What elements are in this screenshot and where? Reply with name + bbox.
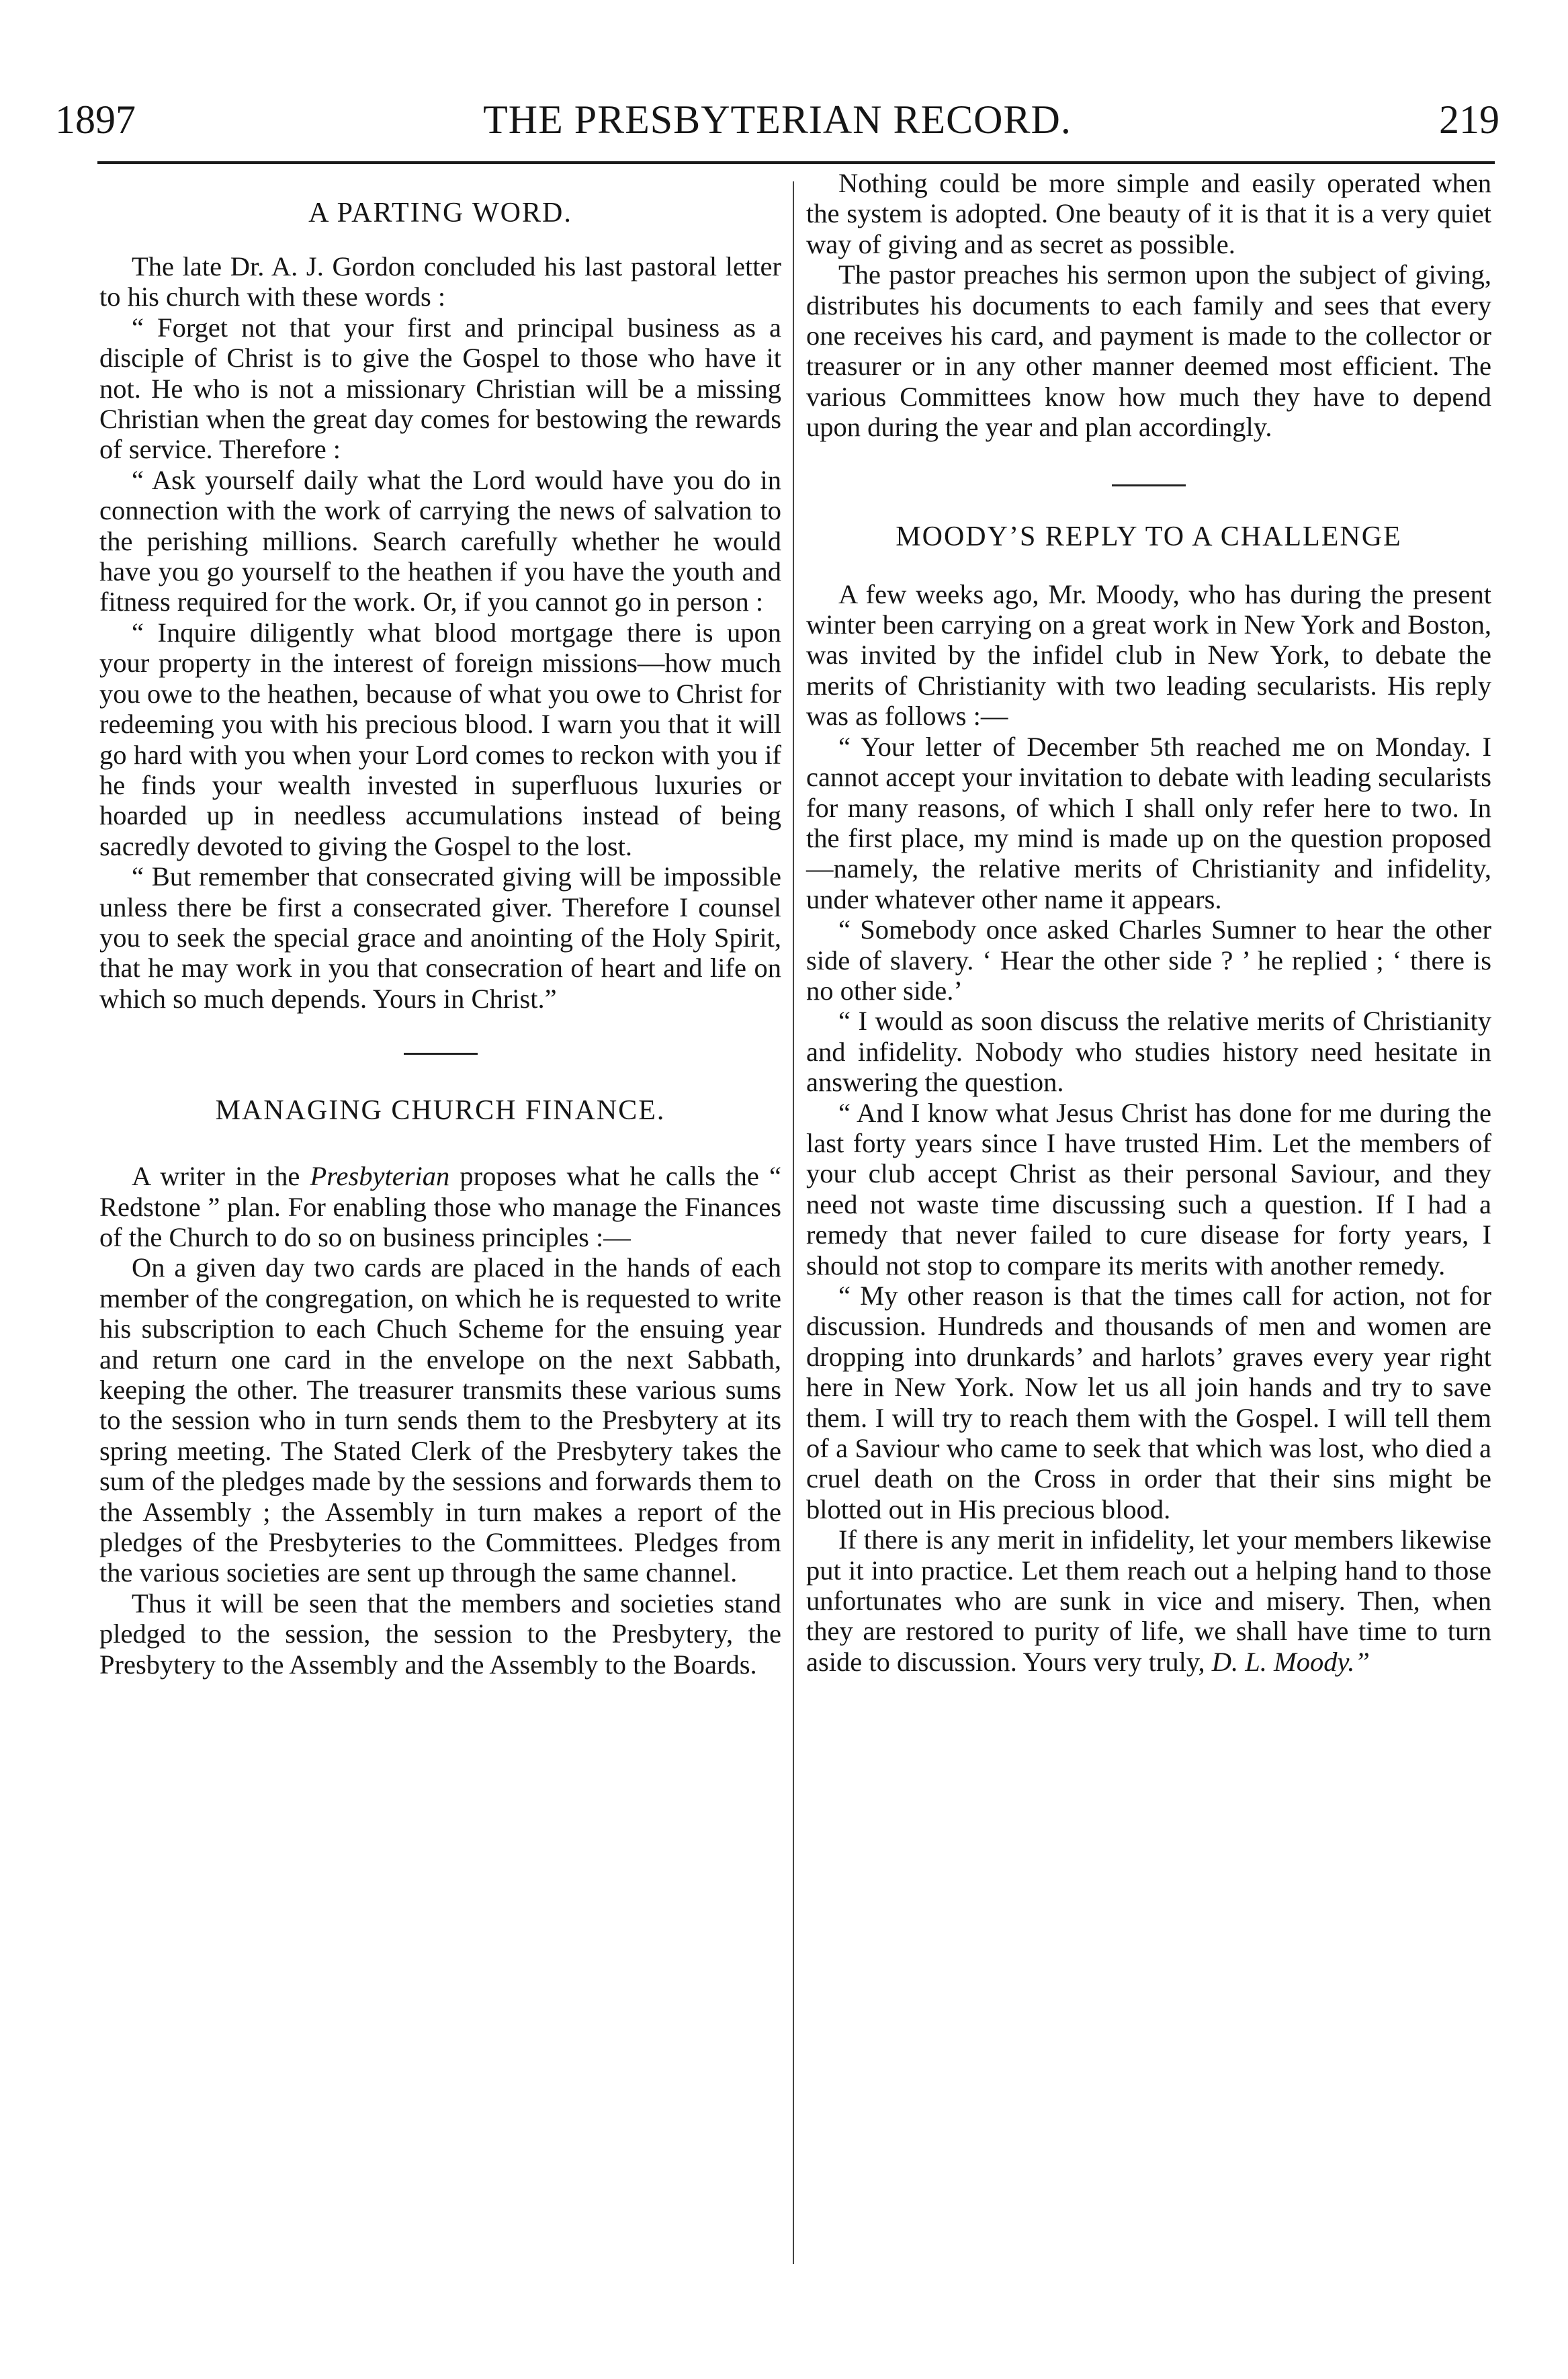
finance-paragraph: Thus it will be seen that the members and societies stand pledged to the session, the session to the Presbytery, the Presbytery to the Assembly and the Assembly to the Boards. xyxy=(99,1588,781,1680)
moody-paragraph: “ Somebody once asked Charles Sumner to hear the other side of slavery. ‘ Hear the other side ? ’ he replied ; ‘ there is no other side.’ xyxy=(806,914,1491,1006)
moody-paragraph: “ Your letter of December 5th reached me on Monday. I cannot accept your invitation to debate with leading secularists for many reasons, of which I shall only refer here to two. In the first place, my mind is made up on the question proposed—namely, the relative merits of Christianity and infidelity, under whatever other name it appears. xyxy=(806,731,1491,914)
moody-closing-text: If there is any merit in infidelity, let your members likewise put it into practice. Let them reach out a helping hand to those unfortunates who are sunk in vice and misery. Then, when they are restored to purity of life, we shall have time to turn aside to discussion. Yours very truly, xyxy=(806,1524,1491,1677)
running-head xyxy=(55,93,1499,146)
column-divider xyxy=(793,181,794,2264)
right-column xyxy=(806,168,1491,1677)
finance-paragraph xyxy=(99,1161,781,1252)
parting-paragraph: “ But remember that consecrated giving will be impossible unless there be first a consecrated giver. Therefore I counsel you to seek the special grace and anointing of the Holy Spirit, that he may work in you that consecration of heart and life on which so much depends. Yours in Christ.” xyxy=(99,861,781,1014)
header-page-number: 219 xyxy=(1439,97,1499,142)
moody-paragraph: “ My other reason is that the times call for action, not for discussion. Hundreds and thousands of men and women are dropping into drunkards’ and harlots’ graves every year right here in New York. Now let us all join hands and try to save them. I will try to reach them with the Gospel. I will tell them of a Saviour who came to seek that which was lost, who died a cruel death on the Cross in order that their sins might be blotted out in His precious blood. xyxy=(806,1281,1491,1524)
finance-paragraph: On a given day two cards are placed in the hands of each member of the congregation, on which he is requested to write his subscription to each Chuch Scheme for the ensuing year and return one card in the envelope on the next Sabbath, keeping the other. The treasurer transmits these various sums to the session who in turn sends them to the Presbytery at its spring meeting. The Stated Clerk of the Presbytery takes the sum of the pledges made by the sessions and forwards them to the Assembly ; the Assembly in turn makes a report of the pledges of the Presbyteries to the Committees. Pledges from the various societies are sent up through the same channel. xyxy=(99,1252,781,1588)
parting-paragraph: “ Ask yourself daily what the Lord would have you do in connection with the work of carrying the news of salvation to the perishing millions. Search carefully whether he would have you go yourself to the heathen if you have the youth and fitness required for the work. Or, if you cannot go in person : xyxy=(99,464,781,617)
moody-paragraph: “ And I know what Jesus Christ has done for me during the last forty years since I have trusted Him. Let the members of your club accept Christ as their personal Saviour, and they need not waste time discussing such a question. If I had a remedy that never failed to cure disease for forty years, I should not stop to compare its merits with another remedy. xyxy=(806,1097,1491,1281)
left-column xyxy=(99,168,781,1680)
article-title-church-finance: MANAGING CHURCH FINANCE. xyxy=(215,1095,666,1127)
parting-paragraph: “ Inquire diligently what blood mortgage there is upon your property in the interest of foreign missions—how much you owe to the heathen, because of what you owe to Christ for redeeming you with his precious blood. I warn you that it will go hard with you when your Lord comes to reckon with you if he finds your wealth invested in superfluous luxuries or hoarded up in needless accumulations instead of being sacredly devoted to giving the Gospel to the lost. xyxy=(99,617,781,861)
moody-paragraph: “ I would as soon discuss the relative merits of Christianity and infidelity. Nobody who studies history need hesitate in answering the question. xyxy=(806,1006,1491,1098)
moody-paragraph: A few weeks ago, Mr. Moody, who has during the present winter been carrying on a great work in New York and Boston, was invited by the infidel club in New York, to debate the merits of Christianity with two leading secularists. His reply was as follows :— xyxy=(806,578,1491,732)
header-title: THE PRESBYTERIAN RECORD. xyxy=(483,97,1072,142)
article-title-parting-word: A PARTING WORD. xyxy=(308,198,572,228)
article-title-moody-reply: MOODY’S REPLY TO A CHALLENGE xyxy=(896,521,1402,552)
publication-name: Presbyterian xyxy=(310,1161,450,1192)
finance-intro-text: A writer in the xyxy=(132,1161,310,1192)
header-rule xyxy=(97,161,1495,164)
finance-paragraph: The pastor preaches his sermon upon the subject of giving, distributes his documents to each family and sees that every one receives his card, and payment is made to the collector or treasurer or in any other manner deemed most efficient. The various Committees know how much they have to depend upon during the year and plan accordingly. xyxy=(806,259,1491,443)
parting-paragraph: “ Forget not that your first and principal business as a disciple of Christ is to give the Gospel to those who have it not. He who is not a missionary Christian will be a missing Christian when the great day comes for bestowing the rewards of service. Therefore : xyxy=(99,312,781,465)
header-year: 1897 xyxy=(55,97,136,142)
finance-intro-text-cont: proposes what he calls the “ Redstone ” plan. For enabling those who manage the Finances of the Church to do so on business principles :— xyxy=(99,1161,782,1252)
finance-paragraph: Nothing could be more simple and easily operated when the system is adopted. One beauty of it is that it is a very quiet way of giving and as secret as possible. xyxy=(806,168,1491,259)
moody-paragraph xyxy=(806,1524,1491,1677)
moody-signature: D. L. Moody.” xyxy=(1211,1646,1370,1677)
parting-paragraph: The late Dr. A. J. Gordon concluded his last pastoral letter to his church with these words : xyxy=(99,251,781,312)
